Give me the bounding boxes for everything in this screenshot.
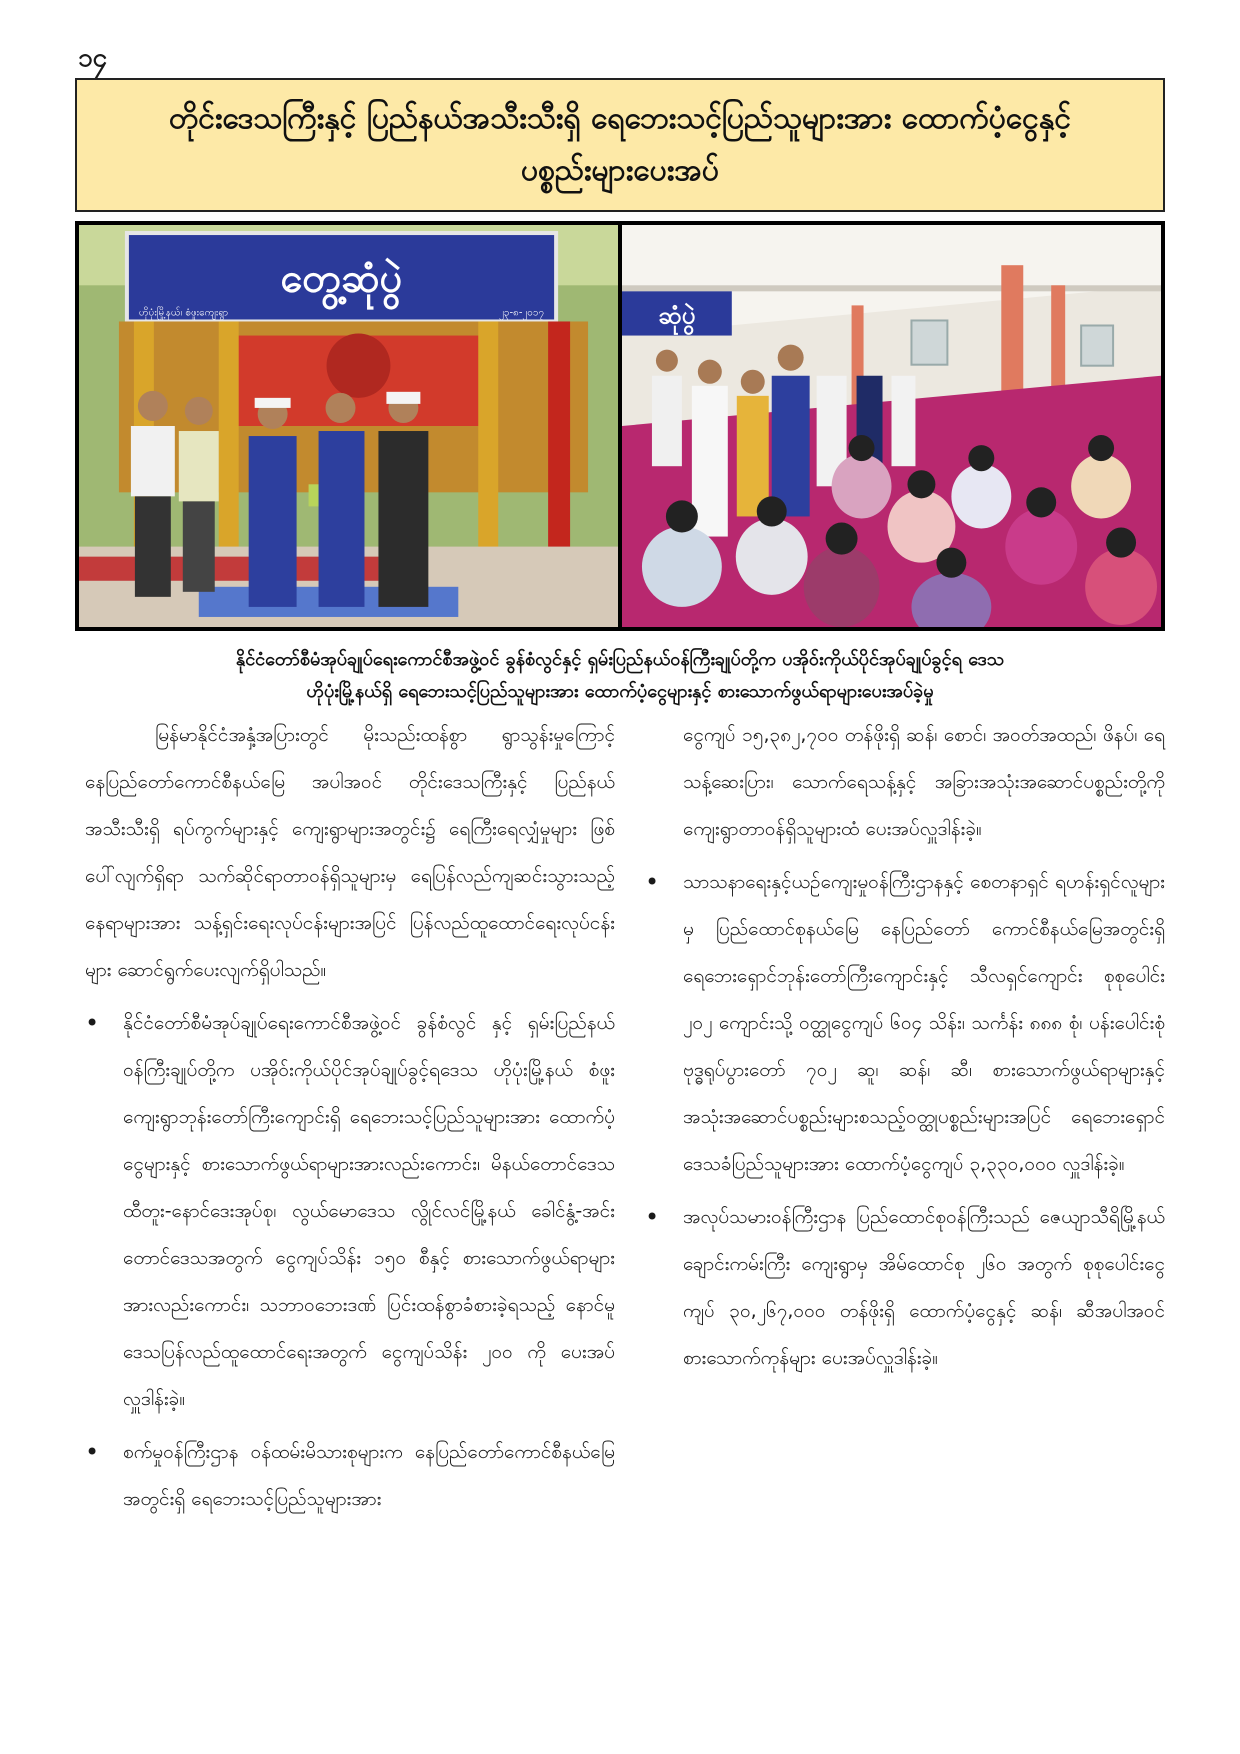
title-line-1: တိုင်းဒေသကြီးနှင့် ပြည်နယ်အသီးသီးရှိ ရေဘေးသင့်ပြည်သူများအား ထောက်ပံ့ငွေနှင့် bbox=[169, 101, 1071, 136]
photo-flood-victims-gathering bbox=[622, 225, 1161, 627]
left-banner-text: တွေ့ဆုံပွဲ bbox=[280, 255, 403, 302]
intro-paragraph: မြန်မာနိုင်ငံအနှံ့အပြားတွင် မိုးသည်းထန်စွာ ရွာသွန်းမှုကြောင့် နေပြည်တော်ကောင်စီနယ်မြေ အပါအဝင် တိုင်းဒေသကြီးနှင့် ပြည်နယ်အသီးသီးရှိ ရပ်ကွက်များနှင့် ကျေးရွာများအတွင်း၌ ရေကြီးရေလျှံမှုများ ဖြစ်ပေါ်လျက်ရှိရာ သက်ဆိုင်ရာတာဝန်ရှိသူများမှ ရေပြန်လည်ကျဆင်းသွားသည့် နေရာများအား သန့်ရှင်းရေးလုပ်ငန်းများအပြင် ပြန်လည်ထူထောင်ရေးလုပ်ငန်းများ ဆောင်ရွက်ပေးလျက်ရှိပါသည်။ bbox=[85, 724, 615, 981]
bullet-item: • အလုပ်သမားဝန်ကြီးဌာန ပြည်ထောင်စုဝန်ကြီးသည် ဇေယျာသီရိမြို့နယ် ချောင်းကမ်းကြီး ကျေးရွာမှ အိမ်ထောင်စု ၂၆၀ အတွက် စုစုပေါင်းငွေကျပ် ၃၀,၂၆၇,၀၀၀ တန်ဖိုးရှိ ထောက်ပံ့ငွေနှင့် ဆန်၊ ဆီအပါအဝင် စားသောက်ကုန်များ ပေးအပ်လှူဒါန်းခဲ့။ bbox=[645, 1194, 1165, 1382]
title-line-2: ပစ္စည်းများပေးအပ် bbox=[520, 153, 720, 188]
page-number: ၁၄ bbox=[78, 43, 108, 73]
left-banner-small-left: ဟိုပုံးမြို့နယ်၊ စံဖူးကျေးရွာ bbox=[138, 307, 229, 319]
photo-donation-ceremony bbox=[79, 225, 618, 627]
right-column bbox=[645, 712, 1165, 1382]
bullet-item: • နိုင်ငံတော်စီမံအုပ်ချုပ်ရေးကောင်စီအဖွဲ့ဝင် ခွန်စံလွင် နှင့် ရှမ်းပြည်နယ်ဝန်ကြီးချုပ်တို့က ပအိုဝ်းကိုယ်ပိုင်အုပ်ချုပ်ခွင့်ရဒေသ ဟိုပုံးမြို့နယ် စံဖူးကျေးရွာဘုန်းတော်ကြီးကျောင်းရှိ ရေဘေးသင့်ပြည်သူများအား ထောက်ပံ့ငွေများနှင့် စားသောက်ဖွယ်ရာများအားလည်းကောင်း၊ မိနယ်တောင်ဒေသ ထီတူး-နောင်ဒေးအုပ်စု၊ လွယ်မောဒေသ လွိုင်လင်မြို့နယ် ခေါင်နွံ့-အင်းတောင်ဒေသအတွက် ငွေကျပ်သိန်း ၁၅၀ စီနှင့် စားသောက်ဖွယ်ရာများအားလည်းကောင်း၊ သဘာဝဘေးဒဏ် ပြင်းထန်စွာခံစားခဲ့ရသည့် နောင်မူဒေသပြန်လည်ထူထောင်ရေးအတွက် ငွေကျပ်သိန်း ၂၀၀ ကို ပေးအပ်လှူဒါန်းခဲ့။ bbox=[85, 1000, 615, 1423]
article-title-box bbox=[75, 78, 1165, 212]
continued-paragraph: ငွေကျပ် ၁၅,၃၈၂,၇၀၀ တန်ဖိုးရှိ ဆန်၊ စောင်၊ အဝတ်အထည်၊ ဖိနပ်၊ ရေသန့်ဆေးပြား၊ သောက်ရေသန့်နှင့် အခြားအသုံးအဆောင်ပစ္စည်းတို့ကို ကျေးရွာတာဝန်ရှိသူများထံ ပေးအပ်လှူဒါန်းခဲ့။ bbox=[683, 724, 1165, 840]
left-column bbox=[85, 712, 615, 1523]
left-banner-small-right: ၂၃-၈-၂၀၁၇ bbox=[499, 307, 545, 319]
caption-line-2: ဟိုပုံးမြို့နယ်ရှိ ရေဘေးသင့်ပြည်သူများအား ထောက်ပံ့ငွေများနှင့် စားသောက်ဖွယ်ရာများပေးအပ်ခဲ့မှု bbox=[306, 681, 934, 702]
photo-caption bbox=[90, 644, 1150, 708]
bullet-item: • သာသနာရေးနှင့်ယဉ်ကျေးမှုဝန်ကြီးဌာနနှင့် စေတနာရှင် ရဟန်းရှင်လူများမှ ပြည်ထောင်စုနယ်မြေ နေပြည်တော် ကောင်စီနယ်မြေအတွင်းရှိ ရေဘေးရှောင်ဘုန်းတော်ကြီးကျောင်းနှင့် သီလရှင်ကျောင်း စုစုပေါင်း ၂၀၂ ကျောင်းသို့ ဝတ္ထုငွေကျပ် ၆၀၄ သိန်း၊ သင်္ကန်း ၈၈၈ စုံ၊ ပန်းပေါင်းစုံဗုဒ္ဓရုပ်ပွားတော် ၇၀၂ ဆူ၊ ဆန်၊ ဆီ၊ စားသောက်ဖွယ်ရာများနှင့် အသုံးအဆောင်ပစ္စည်းများစသည့်ဝတ္ထုပစ္စည်းများအပြင် ရေဘေးရှောင်ဒေသခံပြည်သူများအား ထောက်ပံ့ငွေကျပ် ၃,၃၃၀,၀၀၀ လှူဒါန်းခဲ့။ bbox=[645, 859, 1165, 1188]
right-banner-text: ဆုံပွဲ bbox=[658, 301, 696, 330]
bullet-item: • စက်မှုဝန်ကြီးဌာန ဝန်ထမ်းမိသားစုများက နေပြည်တော်ကောင်စီနယ်မြေအတွင်းရှိ ရေဘေးသင့်ပြည်သူများအား bbox=[85, 1429, 615, 1523]
photo-strip bbox=[75, 221, 1165, 631]
caption-line-1: နိုင်ငံတော်စီမံအုပ်ချုပ်ရေးကောင်စီအဖွဲ့ဝင် ခွန်စံလွင်နှင့် ရှမ်းပြည်နယ်ဝန်ကြီးချုပ်တို့က ပအိုဝ်းကိုယ်ပိုင်အုပ်ချုပ်ခွင့်ရ ဒေသ bbox=[235, 649, 1005, 670]
